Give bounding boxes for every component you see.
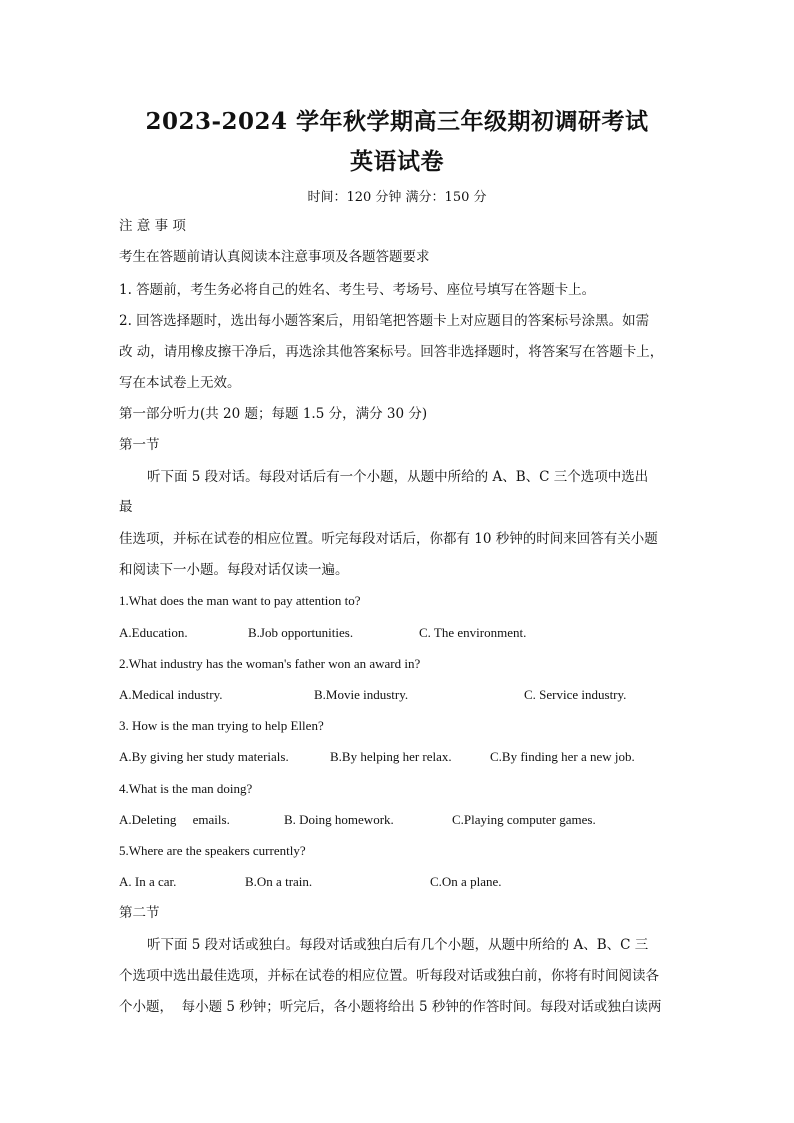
exam-title: 2023-2024 学年秋学期高三年级期初调研考试	[145, 108, 649, 135]
question-3-option-c: C.By finding her a new job.	[490, 749, 635, 764]
part1-heading: 第一部分听力(共 20 题；每题 1.5 分，满分 30 分)	[119, 406, 428, 422]
question-1: 1.What does the man want to pay attention to?	[119, 593, 361, 608]
section1-instruction-line-4: 和阅读下一小题。每段对话仅读一遍。	[119, 562, 349, 578]
section2-instruction-line-3: 个小题， 每小题 5 秒钟；听完后，各小题将给出 5 秒钟的作答时间。每段对话或独白读两	[119, 999, 662, 1015]
section2-instruction-line-2: 个选项中选出最佳选项，并标在试卷的相应位置。听每段对话或独白前，你将有时间阅读各	[119, 968, 659, 984]
exam-time-score: 时间：120 分钟 满分：150 分	[307, 190, 487, 205]
subject-title: 英语试卷	[350, 148, 444, 175]
notice-heading: 注 意 事 项	[119, 218, 186, 234]
notice-intro: 考生在答题前请认真阅读本注意事项及各题答题要求	[119, 249, 430, 265]
question-5-option-c: C.On a plane.	[430, 874, 502, 889]
question-1-option-a: A.Education.	[119, 625, 188, 640]
question-2-option-a: A.Medical industry.	[119, 687, 223, 702]
question-2-option-c: C. Service industry.	[524, 687, 627, 702]
question-4-option-c: C.Playing computer games.	[452, 812, 596, 827]
question-3-option-b: B.By helping her relax.	[330, 749, 452, 764]
section1-heading: 第一节	[119, 437, 160, 453]
question-3: 3. How is the man trying to help Ellen?	[119, 718, 324, 733]
section1-instruction-line-1: 听下面 5 段对话。每段对话后有一个小题，从题中所给的 A、B、C 三个选项中选出	[147, 469, 649, 485]
question-5-option-b: B.On a train.	[245, 874, 313, 889]
section1-instruction-line-3: 佳选项，并标在试卷的相应位置。听完每段对话后，你都有 10 秒钟的时间来回答有关小题	[119, 531, 658, 547]
question-1-option-b: B.Job opportunities.	[248, 625, 354, 640]
question-1-option-c: C. The environment.	[419, 625, 527, 640]
question-4: 4.What is the man doing?	[119, 781, 253, 796]
question-4-option-b: B. Doing homework.	[284, 812, 394, 827]
notice-item-1: 1. 答题前，考生务必将自己的姓名、考生号、考场号、座位号填写在答题卡上。	[119, 282, 596, 298]
question-2-option-b: B.Movie industry.	[314, 687, 409, 702]
question-4-option-a: A.Deleting emails.	[119, 812, 230, 827]
question-3-option-a: A.By giving her study materials.	[119, 749, 289, 764]
section2-heading: 第二节	[119, 905, 160, 921]
question-5: 5.Where are the speakers currently?	[119, 843, 306, 858]
notice-item-2-line-3: 写在本试卷上无效。	[119, 375, 241, 391]
notice-item-2-line-1: 2. 回答选择题时，选出每小题答案后，用铅笔把答题卡上对应题目的答案标号涂黑。如需	[119, 313, 650, 329]
question-5-option-a: A. In a car.	[119, 874, 177, 889]
notice-item-2-line-2: 改 动，请用橡皮擦干净后，再选涂其他答案标号。回答非选择题时，将答案写在答题卡上，	[119, 344, 664, 360]
question-2: 2.What industry has the woman's father won an award in?	[119, 656, 421, 671]
section2-instruction-line-1: 听下面 5 段对话或独白。每段对话或独白后有几个小题，从题中所给的 A、B、C 三	[147, 937, 649, 953]
section1-instruction-line-2: 最	[119, 499, 133, 515]
